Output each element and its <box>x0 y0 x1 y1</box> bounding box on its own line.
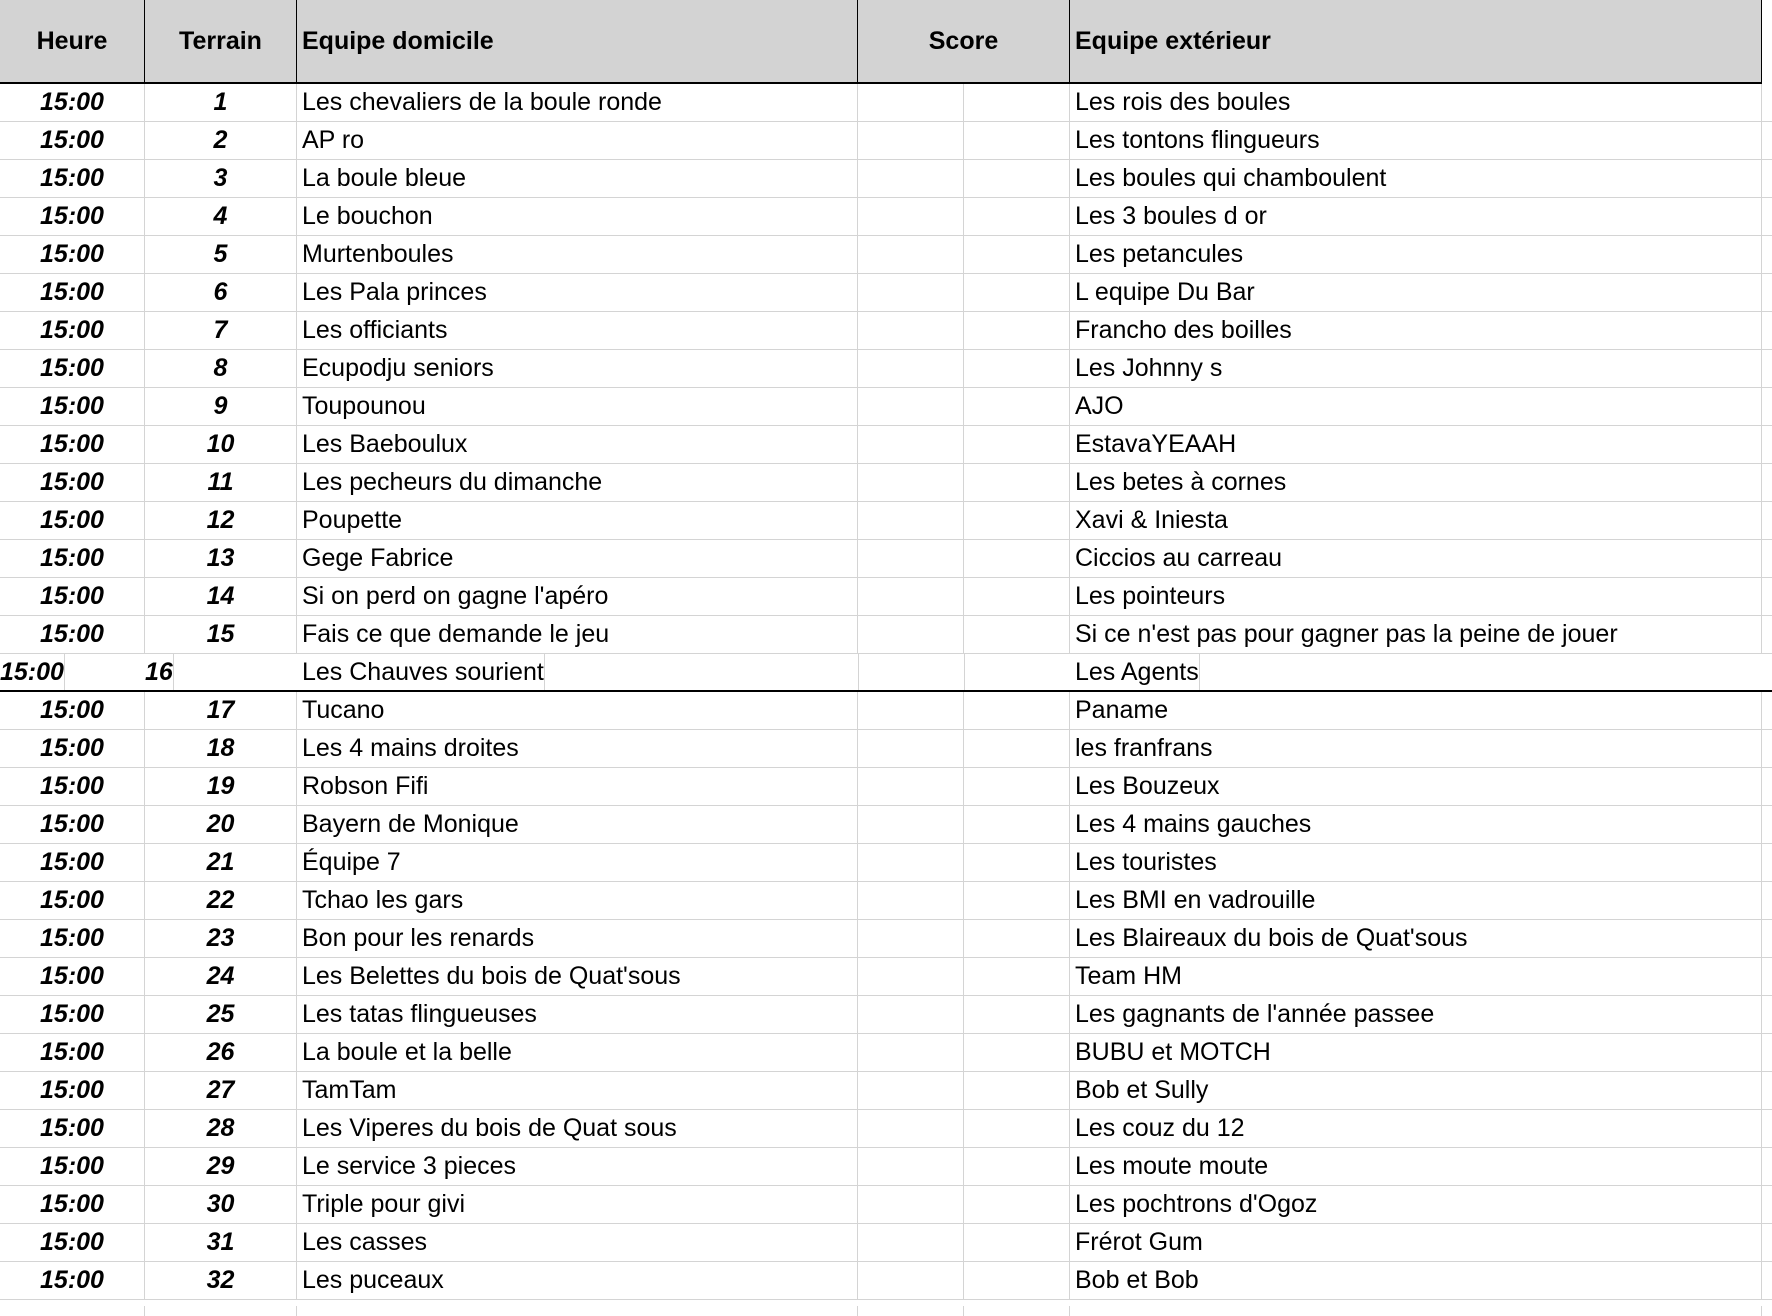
cell-equipe-exterieur[interactable]: Paname <box>1070 692 1762 729</box>
table-row <box>0 768 1772 806</box>
cell-score-home[interactable] <box>858 768 964 805</box>
cell-equipe-exterieur[interactable]: Francho des boilles <box>1070 312 1762 349</box>
cell-heure[interactable]: 15:00 <box>0 844 145 881</box>
cell-score-away[interactable] <box>964 654 965 690</box>
cell-score-away[interactable] <box>964 84 1070 121</box>
cell-score-away[interactable] <box>964 350 1070 387</box>
cell-equipe-exterieur[interactable]: EstavaYEAAH <box>1070 426 1762 463</box>
cell-score-home[interactable] <box>858 1262 964 1299</box>
table-row <box>0 464 1772 502</box>
cell-terrain[interactable]: 14 <box>145 578 297 615</box>
cell-terrain[interactable]: 4 <box>145 198 297 235</box>
cell-score-away[interactable] <box>964 882 1070 919</box>
cell-score-home[interactable] <box>858 122 964 159</box>
cell-terrain[interactable]: 28 <box>145 1110 297 1147</box>
cell-score-home[interactable] <box>858 236 964 273</box>
cell-equipe-domicile[interactable]: AP ro <box>297 122 858 159</box>
cell-terrain[interactable]: 32 <box>145 1262 297 1299</box>
cell-score-home[interactable] <box>858 160 964 197</box>
cell-equipe-domicile[interactable]: Les Baeboulux <box>297 426 858 463</box>
cell-heure[interactable]: 15:00 <box>0 502 145 539</box>
cell-score-home[interactable] <box>858 1034 964 1071</box>
table-row <box>0 616 1772 654</box>
cell-score-away[interactable] <box>964 768 1070 805</box>
cell-heure[interactable]: 15:00 <box>0 578 145 615</box>
cell-equipe-domicile[interactable]: Fais ce que demande le jeu <box>297 616 858 653</box>
cell-score-away[interactable] <box>964 920 1070 957</box>
cell-equipe-domicile[interactable]: Poupette <box>297 502 858 539</box>
cell-equipe-exterieur[interactable]: Les Bouzeux <box>1070 768 1762 805</box>
table-row <box>0 426 1772 464</box>
table-row <box>0 236 1772 274</box>
cell-score-home[interactable] <box>858 1110 964 1147</box>
cell-score-away[interactable] <box>964 540 1070 577</box>
cell-score-away[interactable] <box>964 274 1070 311</box>
cell-heure[interactable]: 15:00 <box>0 958 145 995</box>
table-row <box>0 1072 1772 1110</box>
table-row <box>0 84 1772 122</box>
cell-heure[interactable]: 15:00 <box>0 1262 145 1299</box>
cell-equipe-exterieur[interactable]: Bob et Bob <box>1070 1262 1762 1299</box>
cell-score-home[interactable] <box>858 654 859 690</box>
cell-equipe-domicile[interactable]: Toupounou <box>297 388 858 425</box>
cell-equipe-domicile[interactable]: Gege Fabrice <box>297 540 858 577</box>
cell-equipe-domicile[interactable]: Triple pour givi <box>297 1186 858 1223</box>
table-row <box>0 350 1772 388</box>
grid-line <box>144 1306 145 1316</box>
table-row <box>0 1110 1772 1148</box>
cell-heure[interactable]: 15:00 <box>0 350 145 387</box>
cell-equipe-exterieur[interactable]: Les rois des boules <box>1070 84 1762 121</box>
cell-score-away[interactable] <box>964 1224 1070 1261</box>
table-row <box>0 1262 1772 1300</box>
cell-equipe-exterieur[interactable]: Ciccios au carreau <box>1070 540 1762 577</box>
cell-heure[interactable]: 15:00 <box>0 616 145 653</box>
table-row <box>0 654 1772 692</box>
cell-score-home[interactable] <box>858 426 964 463</box>
cell-heure[interactable]: 15:00 <box>0 198 145 235</box>
cell-equipe-exterieur[interactable]: Les Johnny s <box>1070 350 1762 387</box>
cell-terrain[interactable]: 26 <box>145 1034 297 1071</box>
header-terrain[interactable]: Terrain <box>145 0 297 84</box>
header-equipe-domicile[interactable]: Equipe domicile <box>297 0 858 84</box>
grid-line <box>296 1306 297 1316</box>
cell-score-away[interactable] <box>964 578 1070 615</box>
cell-terrain[interactable]: 6 <box>145 274 297 311</box>
cell-equipe-exterieur[interactable]: Xavi & Iniesta <box>1070 502 1762 539</box>
cell-equipe-domicile[interactable]: Les officiants <box>297 312 858 349</box>
cell-terrain[interactable]: 22 <box>145 882 297 919</box>
cell-equipe-exterieur[interactable]: Les pochtrons d'Ogoz <box>1070 1186 1762 1223</box>
cell-score-home[interactable] <box>858 540 964 577</box>
cell-terrain[interactable]: 21 <box>145 844 297 881</box>
cell-terrain[interactable]: 9 <box>145 388 297 425</box>
cell-terrain[interactable]: 10 <box>145 426 297 463</box>
cell-equipe-domicile[interactable]: Murtenboules <box>297 236 858 273</box>
cell-score-home[interactable] <box>858 198 964 235</box>
cell-score-away[interactable] <box>964 692 1070 729</box>
cell-equipe-exterieur[interactable]: Les moute moute <box>1070 1148 1762 1185</box>
cell-equipe-domicile[interactable]: Bon pour les renards <box>297 920 858 957</box>
table-row <box>0 844 1772 882</box>
cell-score-away[interactable] <box>964 958 1070 995</box>
cell-score-away[interactable] <box>964 198 1070 235</box>
table-row <box>0 274 1772 312</box>
cell-equipe-exterieur[interactable]: Les betes à cornes <box>1070 464 1762 501</box>
grid-line <box>1761 1306 1762 1316</box>
cell-score-away[interactable] <box>964 1186 1070 1223</box>
cell-score-home[interactable] <box>858 350 964 387</box>
grid-continuation <box>0 1306 1772 1316</box>
cell-score-home[interactable] <box>858 920 964 957</box>
cell-equipe-domicile[interactable]: Robson Fifi <box>297 768 858 805</box>
cell-equipe-domicile[interactable]: TamTam <box>297 1072 858 1109</box>
cell-terrain[interactable]: 15 <box>145 616 297 653</box>
cell-score-away[interactable] <box>964 1110 1070 1147</box>
cell-heure[interactable]: 15:00 <box>0 654 65 690</box>
cell-equipe-domicile[interactable]: Les Viperes du bois de Quat sous <box>297 1110 858 1147</box>
table-row <box>0 198 1772 236</box>
table-row <box>0 692 1772 730</box>
cell-score-away[interactable] <box>964 806 1070 843</box>
cell-heure[interactable]: 15:00 <box>0 1072 145 1109</box>
cell-score-away[interactable] <box>964 1148 1070 1185</box>
table-row <box>0 388 1772 426</box>
cell-score-home[interactable] <box>858 312 964 349</box>
cell-equipe-exterieur[interactable]: Les pointeurs <box>1070 578 1762 615</box>
cell-equipe-exterieur[interactable]: Les petancules <box>1070 236 1762 273</box>
grid-line <box>963 1306 964 1316</box>
cell-score-away[interactable] <box>964 844 1070 881</box>
cell-equipe-exterieur[interactable]: Les Agents <box>1070 654 1200 690</box>
cell-score-away[interactable] <box>964 1072 1070 1109</box>
cell-terrain[interactable]: 19 <box>145 768 297 805</box>
cell-terrain[interactable]: 3 <box>145 160 297 197</box>
table-row <box>0 1224 1772 1262</box>
cell-terrain[interactable]: 29 <box>145 1148 297 1185</box>
cell-terrain[interactable]: 11 <box>145 464 297 501</box>
table-row <box>0 160 1772 198</box>
cell-score-home[interactable] <box>858 844 964 881</box>
cell-score-home[interactable] <box>858 882 964 919</box>
cell-equipe-domicile[interactable]: Les Pala princes <box>297 274 858 311</box>
cell-equipe-domicile[interactable]: La boule et la belle <box>297 1034 858 1071</box>
table-row <box>0 122 1772 160</box>
grid-line <box>1069 1306 1070 1316</box>
cell-equipe-domicile[interactable]: Les 4 mains droites <box>297 730 858 767</box>
cell-terrain[interactable]: 30 <box>145 1186 297 1223</box>
table-row <box>0 1148 1772 1186</box>
cell-score-home[interactable] <box>858 578 964 615</box>
cell-equipe-exterieur[interactable]: Bob et Sully <box>1070 1072 1762 1109</box>
cell-heure[interactable]: 15:00 <box>0 1034 145 1071</box>
cell-terrain[interactable]: 31 <box>145 1224 297 1261</box>
cell-equipe-domicile[interactable]: Le bouchon <box>297 198 858 235</box>
cell-heure[interactable]: 15:00 <box>0 236 145 273</box>
cell-score-home[interactable] <box>858 996 964 1033</box>
cell-equipe-exterieur[interactable]: Les gagnants de l'année passee <box>1070 996 1762 1033</box>
cell-terrain[interactable]: 27 <box>145 1072 297 1109</box>
table-row <box>0 996 1772 1034</box>
cell-equipe-domicile[interactable]: Le service 3 pieces <box>297 1148 858 1185</box>
cell-terrain[interactable]: 16 <box>145 654 174 690</box>
cell-terrain[interactable]: 1 <box>145 84 297 121</box>
cell-equipe-exterieur[interactable]: AJO <box>1070 388 1762 425</box>
cell-terrain[interactable]: 17 <box>145 692 297 729</box>
cell-score-home[interactable] <box>858 692 964 729</box>
cell-score-home[interactable] <box>858 84 964 121</box>
cell-score-away[interactable] <box>964 1034 1070 1071</box>
cell-equipe-domicile[interactable]: Les tatas flingueuses <box>297 996 858 1033</box>
table-row <box>0 730 1772 768</box>
cell-heure[interactable]: 15:00 <box>0 1224 145 1261</box>
cell-equipe-domicile[interactable]: Si on perd on gagne l'apéro <box>297 578 858 615</box>
cell-equipe-domicile[interactable]: Tucano <box>297 692 858 729</box>
cell-score-away[interactable] <box>964 730 1070 767</box>
cell-equipe-exterieur[interactable]: Les 4 mains gauches <box>1070 806 1762 843</box>
cell-score-away[interactable] <box>964 160 1070 197</box>
table-row <box>0 920 1772 958</box>
grid-line <box>857 1306 858 1316</box>
cell-heure[interactable]: 15:00 <box>0 122 145 159</box>
cell-equipe-exterieur[interactable]: Les touristes <box>1070 844 1762 881</box>
cell-heure[interactable]: 15:00 <box>0 1186 145 1223</box>
cell-terrain[interactable]: 13 <box>145 540 297 577</box>
cell-score-away[interactable] <box>964 1262 1070 1299</box>
cell-equipe-exterieur[interactable]: BUBU et MOTCH <box>1070 1034 1762 1071</box>
cell-equipe-exterieur[interactable]: les franfrans <box>1070 730 1762 767</box>
cell-heure[interactable]: 15:00 <box>0 996 145 1033</box>
cell-equipe-exterieur[interactable]: Frérot Gum <box>1070 1224 1762 1261</box>
cell-equipe-exterieur[interactable]: Les couz du 12 <box>1070 1110 1762 1147</box>
cell-equipe-exterieur[interactable]: Les Blaireaux du bois de Quat'sous <box>1070 920 1762 957</box>
cell-equipe-exterieur[interactable]: Les boules qui chamboulent <box>1070 160 1762 197</box>
cell-heure[interactable]: 15:00 <box>0 692 145 729</box>
cell-score-home[interactable] <box>858 274 964 311</box>
cell-equipe-domicile[interactable]: Les puceaux <box>297 1262 858 1299</box>
cell-heure[interactable]: 15:00 <box>0 882 145 919</box>
cell-heure[interactable]: 15:00 <box>0 540 145 577</box>
cell-heure[interactable]: 15:00 <box>0 426 145 463</box>
cell-heure[interactable]: 15:00 <box>0 388 145 425</box>
cell-equipe-exterieur[interactable]: Les 3 boules d or <box>1070 198 1762 235</box>
cell-score-away[interactable] <box>964 426 1070 463</box>
cell-heure[interactable]: 15:00 <box>0 768 145 805</box>
header-equipe-exterieur[interactable]: Equipe extérieur <box>1070 0 1762 84</box>
cell-equipe-exterieur[interactable]: Les tontons flingueurs <box>1070 122 1762 159</box>
table-row <box>0 578 1772 616</box>
table-row <box>0 1034 1772 1072</box>
cell-score-home[interactable] <box>858 1072 964 1109</box>
cell-score-away[interactable] <box>964 464 1070 501</box>
cell-terrain[interactable]: 20 <box>145 806 297 843</box>
cell-equipe-domicile[interactable]: Les chevaliers de la boule ronde <box>297 84 858 121</box>
cell-score-home[interactable] <box>858 806 964 843</box>
cell-score-away[interactable] <box>964 616 1070 653</box>
cell-score-away[interactable] <box>964 996 1070 1033</box>
cell-score-away[interactable] <box>964 236 1070 273</box>
cell-equipe-exterieur[interactable]: Team HM <box>1070 958 1762 995</box>
cell-terrain[interactable]: 2 <box>145 122 297 159</box>
cell-terrain[interactable]: 12 <box>145 502 297 539</box>
cell-terrain[interactable]: 25 <box>145 996 297 1033</box>
cell-heure[interactable]: 15:00 <box>0 920 145 957</box>
cell-equipe-domicile[interactable]: Les Belettes du bois de Quat'sous <box>297 958 858 995</box>
table-row <box>0 958 1772 996</box>
cell-equipe-domicile[interactable]: Les pecheurs du dimanche <box>297 464 858 501</box>
table-row <box>0 882 1772 920</box>
cell-score-home[interactable] <box>858 730 964 767</box>
cell-heure[interactable]: 15:00 <box>0 274 145 311</box>
table-row <box>0 806 1772 844</box>
table-row <box>0 312 1772 350</box>
cell-score-home[interactable] <box>858 388 964 425</box>
cell-score-home[interactable] <box>858 616 964 653</box>
cell-equipe-exterieur[interactable]: Si ce n'est pas pour gagner pas la peine de jouer <box>1070 616 1762 653</box>
cell-equipe-domicile[interactable]: Les Chauves sourient <box>297 654 545 690</box>
cell-terrain[interactable]: 7 <box>145 312 297 349</box>
cell-equipe-exterieur[interactable]: Les BMI en vadrouille <box>1070 882 1762 919</box>
cell-equipe-exterieur[interactable]: L equipe Du Bar <box>1070 274 1762 311</box>
cell-terrain[interactable]: 23 <box>145 920 297 957</box>
cell-terrain[interactable]: 24 <box>145 958 297 995</box>
cell-score-home[interactable] <box>858 958 964 995</box>
cell-equipe-domicile[interactable]: La boule bleue <box>297 160 858 197</box>
cell-score-home[interactable] <box>858 1148 964 1185</box>
cell-heure[interactable]: 15:00 <box>0 730 145 767</box>
cell-heure[interactable]: 15:00 <box>0 1110 145 1147</box>
cell-heure[interactable]: 15:00 <box>0 312 145 349</box>
cell-terrain[interactable]: 18 <box>145 730 297 767</box>
table-row <box>0 502 1772 540</box>
cell-equipe-domicile[interactable]: Tchao les gars <box>297 882 858 919</box>
cell-terrain[interactable]: 8 <box>145 350 297 387</box>
cell-equipe-domicile[interactable]: Bayern de Monique <box>297 806 858 843</box>
cell-heure[interactable]: 15:00 <box>0 1148 145 1185</box>
cell-equipe-domicile[interactable]: Équipe 7 <box>297 844 858 881</box>
cell-score-home[interactable] <box>858 1224 964 1261</box>
cell-score-away[interactable] <box>964 502 1070 539</box>
cell-terrain[interactable]: 5 <box>145 236 297 273</box>
cell-heure[interactable]: 15:00 <box>0 84 145 121</box>
cell-score-away[interactable] <box>964 388 1070 425</box>
cell-heure[interactable]: 15:00 <box>0 160 145 197</box>
cell-score-away[interactable] <box>964 122 1070 159</box>
cell-score-away[interactable] <box>964 312 1070 349</box>
cell-score-home[interactable] <box>858 464 964 501</box>
cell-equipe-domicile[interactable]: Les casses <box>297 1224 858 1261</box>
cell-score-home[interactable] <box>858 502 964 539</box>
cell-score-home[interactable] <box>858 1186 964 1223</box>
cell-equipe-domicile[interactable]: Ecupodju seniors <box>297 350 858 387</box>
table-row <box>0 1186 1772 1224</box>
table-row <box>0 540 1772 578</box>
cell-heure[interactable]: 15:00 <box>0 806 145 843</box>
cell-heure[interactable]: 15:00 <box>0 464 145 501</box>
header-score[interactable]: Score <box>858 0 1070 84</box>
header-heure[interactable]: Heure <box>0 0 145 84</box>
